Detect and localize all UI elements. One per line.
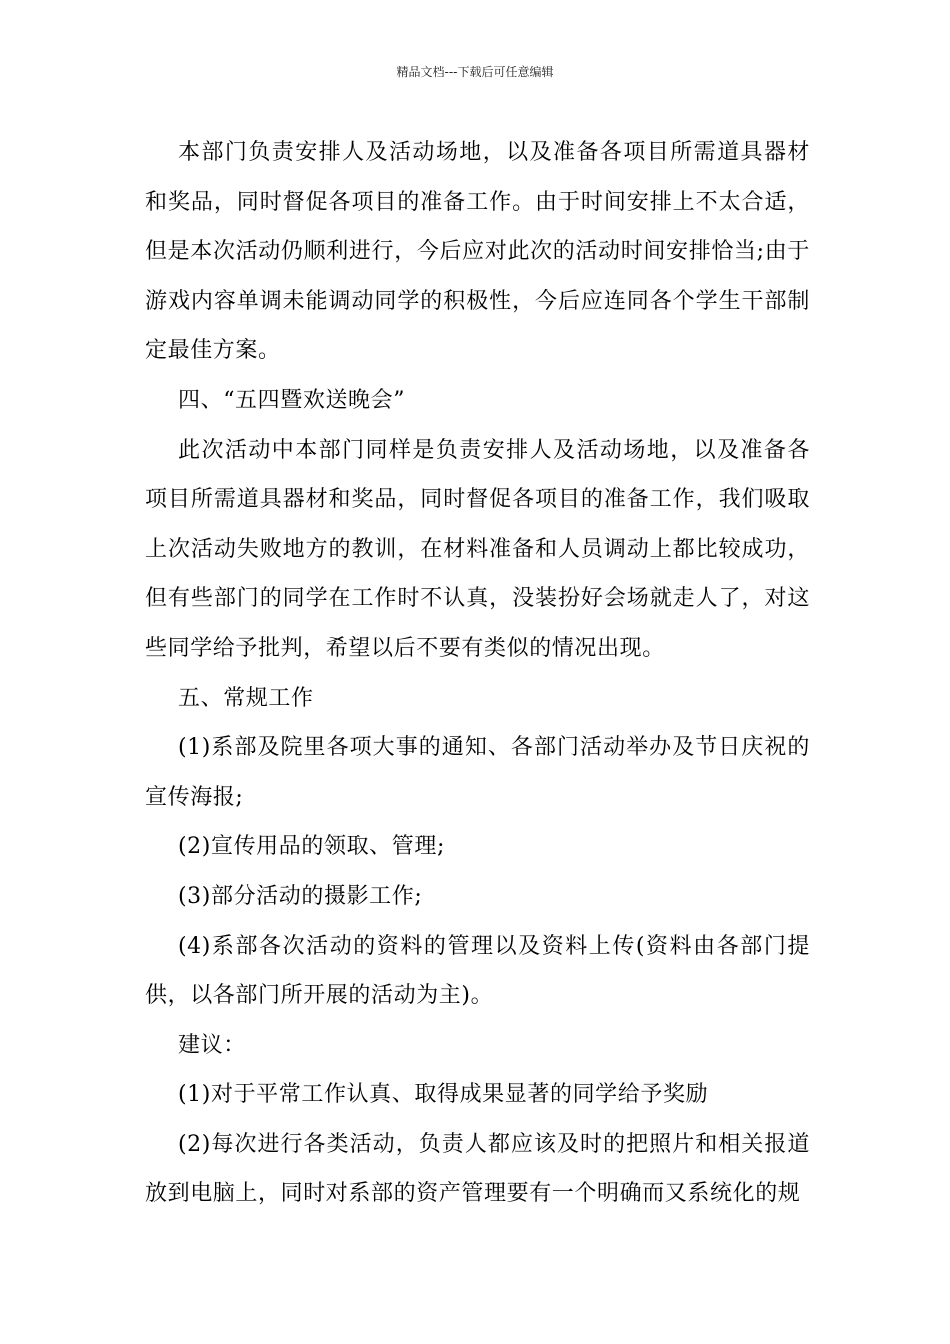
suggestions-heading: 建议： <box>178 1032 246 1058</box>
list-item: (3)部分活动的摄影工作; <box>178 883 423 909</box>
list-item: (2)每次进行各类活动，负责人都应该及时的把照片和相关报道放到电脑上，同时对系部的资产管理要有一个明确而又系统化的规 <box>145 1131 810 1207</box>
list-item: (2)宣传用品的领取、管理; <box>178 834 445 860</box>
page-header: 精品文档---下载后可任意编辑 <box>396 65 554 79</box>
body-paragraph: 本部门负责安排人及活动场地，以及准备各项目所需道具器材和奖品，同时督促各项目的准备工作。由于时间安排上不太合适，但是本次活动仍顺利进行，今后应对此次的活动时间安排恰当;由于游戏内容单调未能调动同学的积极性，今后应连同各个学生干部制定最佳方案。 <box>145 140 810 364</box>
body-paragraph: 此次活动中本部门同样是负责安排人及活动场地，以及准备各项目所需道具器材和奖品，同时督促各项目的准备工作，我们吸取上次活动失败地方的教训，在材料准备和人员调动上都比较成功，但有些部门的同学在工作时不认真，没装扮好会场就走人了，对这些同学给予批判，希望以后不要有类似的情况出现。 <box>145 437 810 661</box>
list-item: (1)系部及院里各项大事的通知、各部门活动举办及节日庆祝的宣传海报; <box>145 735 810 810</box>
section-heading-five: 五、常规工作 <box>178 685 314 711</box>
list-item: (4)系部各次活动的资料的管理以及资料上传(资料由各部门提供，以各部门所开展的活动为主)。 <box>145 933 810 1009</box>
section-heading-four: 四、“五四暨欢送晚会” <box>178 387 406 413</box>
document-body <box>145 128 810 1219</box>
list-item: (1)对于平常工作认真、取得成果显著的同学给予奖励 <box>178 1082 709 1108</box>
